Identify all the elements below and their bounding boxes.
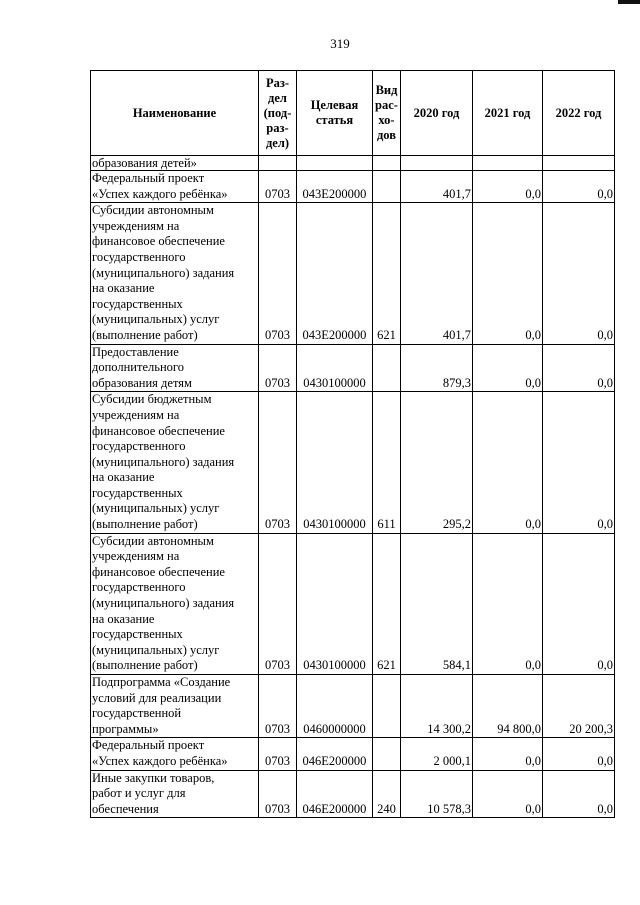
row-2021: 0,0 [473,533,543,674]
row-name: Федеральный проект «Успех каждого ребёнка» [91,738,259,770]
table-row [91,392,615,533]
row-2021: 0,0 [473,171,543,203]
row-2021: 0,0 [473,738,543,770]
row-vr [373,156,401,171]
table-row [91,203,615,344]
row-2022: 20 200,3 [543,675,615,738]
row-2020: 295,2 [401,392,473,533]
row-2022: 0,0 [543,344,615,392]
row-2020: 401,7 [401,203,473,344]
row-vr: 611 [373,392,401,533]
row-target: 0430100000 [297,533,373,674]
row-2020: 584,1 [401,533,473,674]
row-vr: 621 [373,533,401,674]
row-target: 046E200000 [297,738,373,770]
row-section: 0703 [259,770,297,818]
col-header-2022: 2022 год [543,71,615,156]
row-target: 043E200000 [297,171,373,203]
row-target: 046E200000 [297,770,373,818]
header-row [91,71,615,156]
row-2020: 14 300,2 [401,675,473,738]
row-2021: 0,0 [473,203,543,344]
row-target [297,156,373,171]
row-vr: 621 [373,203,401,344]
table-row [91,533,615,674]
row-2020: 401,7 [401,171,473,203]
page-number: 319 [330,36,350,51]
col-header-section: Раз- дел (под- раз- дел) [259,71,297,156]
col-header-target: Целевая статья [297,71,373,156]
row-2022: 0,0 [543,738,615,770]
row-vr [373,171,401,203]
row-section: 0703 [259,392,297,533]
row-section: 0703 [259,533,297,674]
table-row [91,344,615,392]
row-name: Субсидии автономным учреждениям на финансовое обеспечение государственного (муниципального) задания на оказание государственных (муниципальных) услуг (выполнение работ) [91,203,259,344]
row-2020 [401,156,473,171]
row-2021: 0,0 [473,344,543,392]
row-vr: 240 [373,770,401,818]
row-section: 0703 [259,203,297,344]
row-vr [373,675,401,738]
row-2020: 879,3 [401,344,473,392]
budget-table [90,70,615,818]
row-name: Федеральный проект «Успех каждого ребёнка» [91,171,259,203]
row-2022: 0,0 [543,203,615,344]
row-section: 0703 [259,675,297,738]
row-2022: 0,0 [543,171,615,203]
table-row [91,738,615,770]
table-row [91,156,615,171]
row-2020: 10 578,3 [401,770,473,818]
corner-mark [618,0,640,4]
row-2021: 94 800,0 [473,675,543,738]
row-name: Субсидии автономным учреждениям на финансовое обеспечение государственного (муниципального) задания на оказание государственных (муниципальных) услуг (выполнение работ) [91,533,259,674]
row-name: Предоставление дополнительного образования детям [91,344,259,392]
row-section: 0703 [259,738,297,770]
table-row [91,770,615,818]
row-vr [373,344,401,392]
col-header-2021: 2021 год [473,71,543,156]
row-2020: 2 000,1 [401,738,473,770]
row-2021: 0,0 [473,392,543,533]
row-target: 0460000000 [297,675,373,738]
col-header-name: Наименование [91,71,259,156]
row-name: Иные закупки товаров, работ и услуг для обеспечения [91,770,259,818]
row-name: Подпрограмма «Создание условий для реализации государственной программы» [91,675,259,738]
row-target: 0430100000 [297,344,373,392]
row-2022 [543,156,615,171]
row-2022: 0,0 [543,392,615,533]
table-row [91,171,615,203]
row-name: Субсидии бюджетным учреждениям на финансовое обеспечение государственного (муниципального) задания на оказание государственных (муниципальных) услуг (выполнение работ) [91,392,259,533]
row-section [259,156,297,171]
row-section: 0703 [259,344,297,392]
row-2021: 0,0 [473,770,543,818]
col-header-vr: Вид рас- хо- дов [373,71,401,156]
row-target: 043E200000 [297,203,373,344]
row-target: 0430100000 [297,392,373,533]
row-2022: 0,0 [543,770,615,818]
row-2022: 0,0 [543,533,615,674]
row-section: 0703 [259,171,297,203]
row-2021 [473,156,543,171]
row-vr [373,738,401,770]
table-row [91,675,615,738]
col-header-2020: 2020 год [401,71,473,156]
row-name: образования детей» [91,156,259,171]
